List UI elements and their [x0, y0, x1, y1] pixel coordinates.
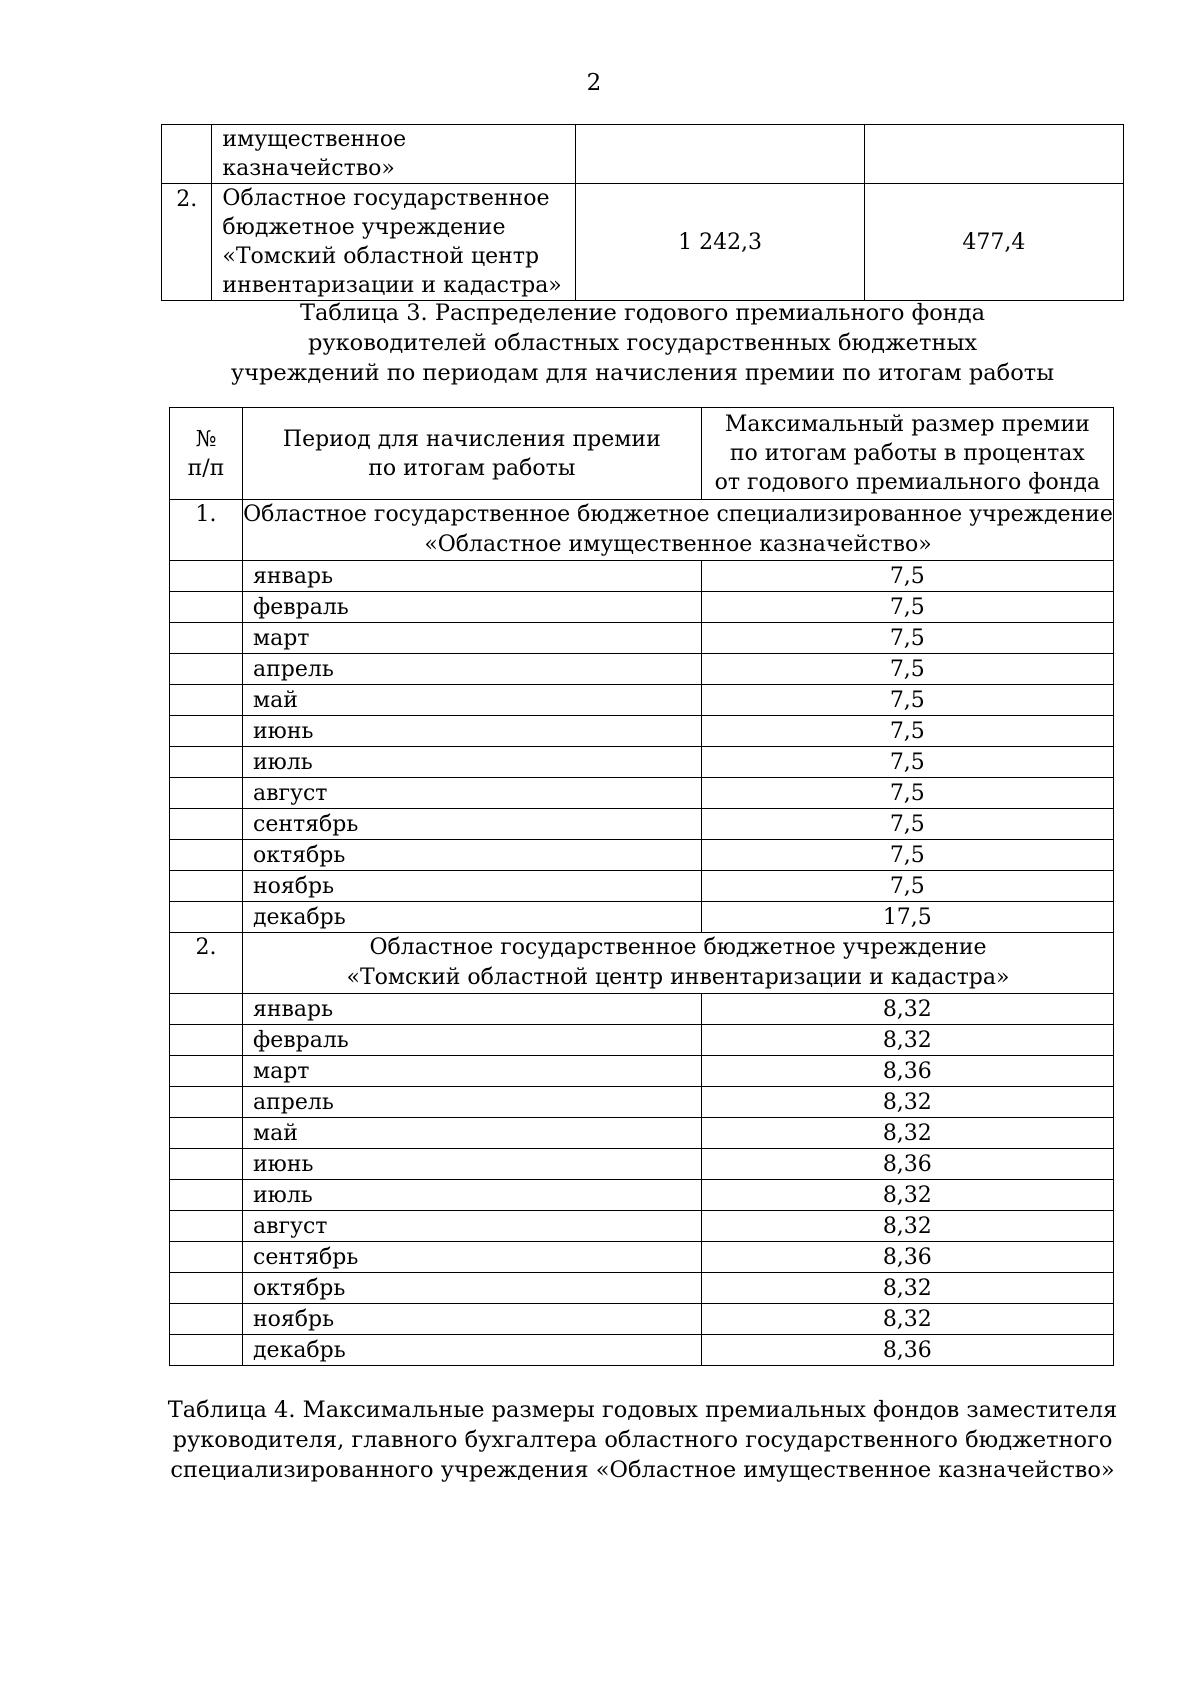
- header-line: от годового премиального фонда: [714, 470, 1101, 495]
- table-row: [170, 623, 1114, 654]
- empty-cell: [170, 747, 243, 778]
- caption-line: Таблица 3. Распределение годового премиального фонда: [299, 300, 986, 326]
- period-cell: июнь: [243, 1149, 702, 1180]
- value-cell: 7,5: [701, 561, 1113, 592]
- value-cell: 8,32: [701, 1211, 1113, 1242]
- period-cell: сентябрь: [243, 809, 702, 840]
- table-row: [170, 1087, 1114, 1118]
- value-cell: 8,32: [701, 1273, 1113, 1304]
- empty-cell: [170, 1025, 243, 1056]
- empty-cell: [170, 685, 243, 716]
- caption-line: руководителей областных государственных бюджетных: [307, 330, 978, 356]
- header-period: [243, 408, 702, 500]
- table-row: [170, 1211, 1114, 1242]
- period-cell: август: [243, 778, 702, 809]
- table-row: [170, 778, 1114, 809]
- period-cell: октябрь: [243, 1273, 702, 1304]
- value-cell: 7,5: [701, 778, 1113, 809]
- institution-name: [212, 184, 576, 301]
- value-cell: 8,32: [701, 1180, 1113, 1211]
- value-cell: 8,36: [701, 1149, 1113, 1180]
- period-cell: февраль: [243, 592, 702, 623]
- caption-line: Таблица 4. Максимальные размеры годовых премиальных фондов заместителя: [167, 1397, 1118, 1423]
- empty-cell: [170, 1118, 243, 1149]
- table-row: [170, 1273, 1114, 1304]
- value-cell: 477,4: [864, 184, 1123, 301]
- empty-cell: [170, 1149, 243, 1180]
- name-line: имущественное казначейство»: [222, 127, 407, 181]
- table-row: [170, 1056, 1114, 1087]
- header-line: п/п: [187, 455, 225, 481]
- value-cell: 8,36: [701, 1056, 1113, 1087]
- period-cell: апрель: [243, 654, 702, 685]
- table-row: [170, 1180, 1114, 1211]
- empty-cell: [170, 1211, 243, 1242]
- org-row: [170, 933, 1114, 994]
- table-row: [162, 184, 1124, 301]
- table-row: [170, 902, 1114, 933]
- value-cell: 17,5: [701, 902, 1113, 933]
- header-line: по итогам работы в процентах: [729, 441, 1085, 466]
- empty-cell: [170, 561, 243, 592]
- table-row: [170, 592, 1114, 623]
- table-2-continuation: [161, 124, 1124, 301]
- period-cell: декабрь: [243, 902, 702, 933]
- name-line: «Томский областной центр: [222, 244, 540, 269]
- period-cell: ноябрь: [243, 871, 702, 902]
- table-row: [170, 871, 1114, 902]
- org-name-line: «Томский областной центр инвентаризации и кадастра»: [346, 965, 1010, 990]
- period-cell: февраль: [243, 1025, 702, 1056]
- org-number: 1.: [170, 500, 243, 561]
- header-line: Период для начисления премии: [282, 426, 661, 452]
- caption-line: руководителя, главного бухгалтера областного государственного бюджетного: [172, 1427, 1113, 1453]
- table-row: [170, 1242, 1114, 1273]
- empty-cell: [170, 592, 243, 623]
- table-row: [170, 840, 1114, 871]
- empty-cell: [170, 994, 243, 1025]
- value-cell: 8,32: [701, 1304, 1113, 1335]
- name-line: инвентаризации и кадастра»: [222, 273, 562, 298]
- empty-cell: [170, 778, 243, 809]
- header-line: по итогам работы: [368, 455, 576, 481]
- table-row: [170, 1304, 1114, 1335]
- table-2-body: [162, 125, 1124, 301]
- value-cell: 8,36: [701, 1335, 1113, 1366]
- name-line: бюджетное учреждение: [222, 215, 506, 240]
- org-number: 2.: [170, 933, 243, 994]
- page-number: 2: [586, 70, 602, 96]
- value-cell: 7,5: [701, 654, 1113, 685]
- table-row: [170, 1335, 1114, 1366]
- empty-cell: [170, 1056, 243, 1087]
- period-cell: январь: [243, 994, 702, 1025]
- value-cell: 7,5: [701, 871, 1113, 902]
- period-cell: май: [243, 1118, 702, 1149]
- caption-line: специализированного учреждения «Областное имущественное казначейство»: [170, 1457, 1115, 1483]
- table-row: [170, 1025, 1114, 1056]
- value-cell: 7,5: [701, 716, 1113, 747]
- empty-cell: [170, 809, 243, 840]
- org-name: [243, 500, 1114, 561]
- period-cell: январь: [243, 561, 702, 592]
- empty-cell: [170, 1273, 243, 1304]
- period-cell: июль: [243, 1180, 702, 1211]
- table-row: [162, 125, 1124, 184]
- period-cell: август: [243, 1211, 702, 1242]
- value-cell: 8,36: [701, 1242, 1113, 1273]
- header-line: Максимальный размер премии: [724, 412, 1090, 437]
- value-cell: 7,5: [701, 747, 1113, 778]
- row-number: 2.: [162, 184, 212, 301]
- table-4-caption: [140, 1395, 1145, 1485]
- empty-cell: [170, 623, 243, 654]
- table-row: [170, 685, 1114, 716]
- org-name: [243, 933, 1114, 994]
- period-cell: октябрь: [243, 840, 702, 871]
- period-cell: июль: [243, 747, 702, 778]
- caption-line: учреждений по периодам для начисления премии по итогам работы: [230, 360, 1055, 386]
- period-cell: май: [243, 685, 702, 716]
- period-cell: апрель: [243, 1087, 702, 1118]
- value-cell: [576, 125, 865, 184]
- table-row: [170, 809, 1114, 840]
- table-row: [170, 716, 1114, 747]
- name-line: Областное государственное: [222, 186, 550, 211]
- header-line: №: [195, 426, 217, 452]
- period-cell: июнь: [243, 716, 702, 747]
- period-cell: сентябрь: [243, 1242, 702, 1273]
- institution-name: [212, 125, 576, 184]
- table-row: [170, 654, 1114, 685]
- value-cell: 8,32: [701, 1087, 1113, 1118]
- empty-cell: [170, 1242, 243, 1273]
- row-number: [162, 125, 212, 184]
- empty-cell: [170, 716, 243, 747]
- period-cell: март: [243, 623, 702, 654]
- org-name-line: «Областное имущественное казначейство»: [424, 532, 932, 557]
- empty-cell: [170, 1335, 243, 1366]
- table-row: [170, 1118, 1114, 1149]
- value-cell: 7,5: [701, 840, 1113, 871]
- period-cell: март: [243, 1056, 702, 1087]
- empty-cell: [170, 1087, 243, 1118]
- org-name-line: Областное государственное бюджетное специализированное учреждение: [243, 502, 1113, 527]
- table-3-caption: [161, 298, 1124, 388]
- org-row: [170, 500, 1114, 561]
- header-value: [701, 408, 1113, 500]
- table-row: [170, 747, 1114, 778]
- period-cell: декабрь: [243, 1335, 702, 1366]
- value-cell: [864, 125, 1123, 184]
- value-cell: 8,32: [701, 994, 1113, 1025]
- table-header-row: [170, 408, 1114, 500]
- empty-cell: [170, 871, 243, 902]
- table-row: [170, 994, 1114, 1025]
- empty-cell: [170, 902, 243, 933]
- empty-cell: [170, 1180, 243, 1211]
- value-cell: 8,32: [701, 1118, 1113, 1149]
- empty-cell: [170, 654, 243, 685]
- value-cell: 7,5: [701, 592, 1113, 623]
- table-3-body: [170, 500, 1114, 1366]
- table-row: [170, 1149, 1114, 1180]
- empty-cell: [170, 840, 243, 871]
- value-cell: 7,5: [701, 623, 1113, 654]
- table-row: [170, 561, 1114, 592]
- value-cell: 7,5: [701, 809, 1113, 840]
- org-name-line: Областное государственное бюджетное учреждение: [369, 935, 987, 960]
- value-cell: 8,32: [701, 1025, 1113, 1056]
- value-cell: 7,5: [701, 685, 1113, 716]
- period-cell: ноябрь: [243, 1304, 702, 1335]
- value-cell: 1 242,3: [576, 184, 865, 301]
- header-num: [170, 408, 243, 500]
- empty-cell: [170, 1304, 243, 1335]
- table-3: [169, 407, 1114, 1366]
